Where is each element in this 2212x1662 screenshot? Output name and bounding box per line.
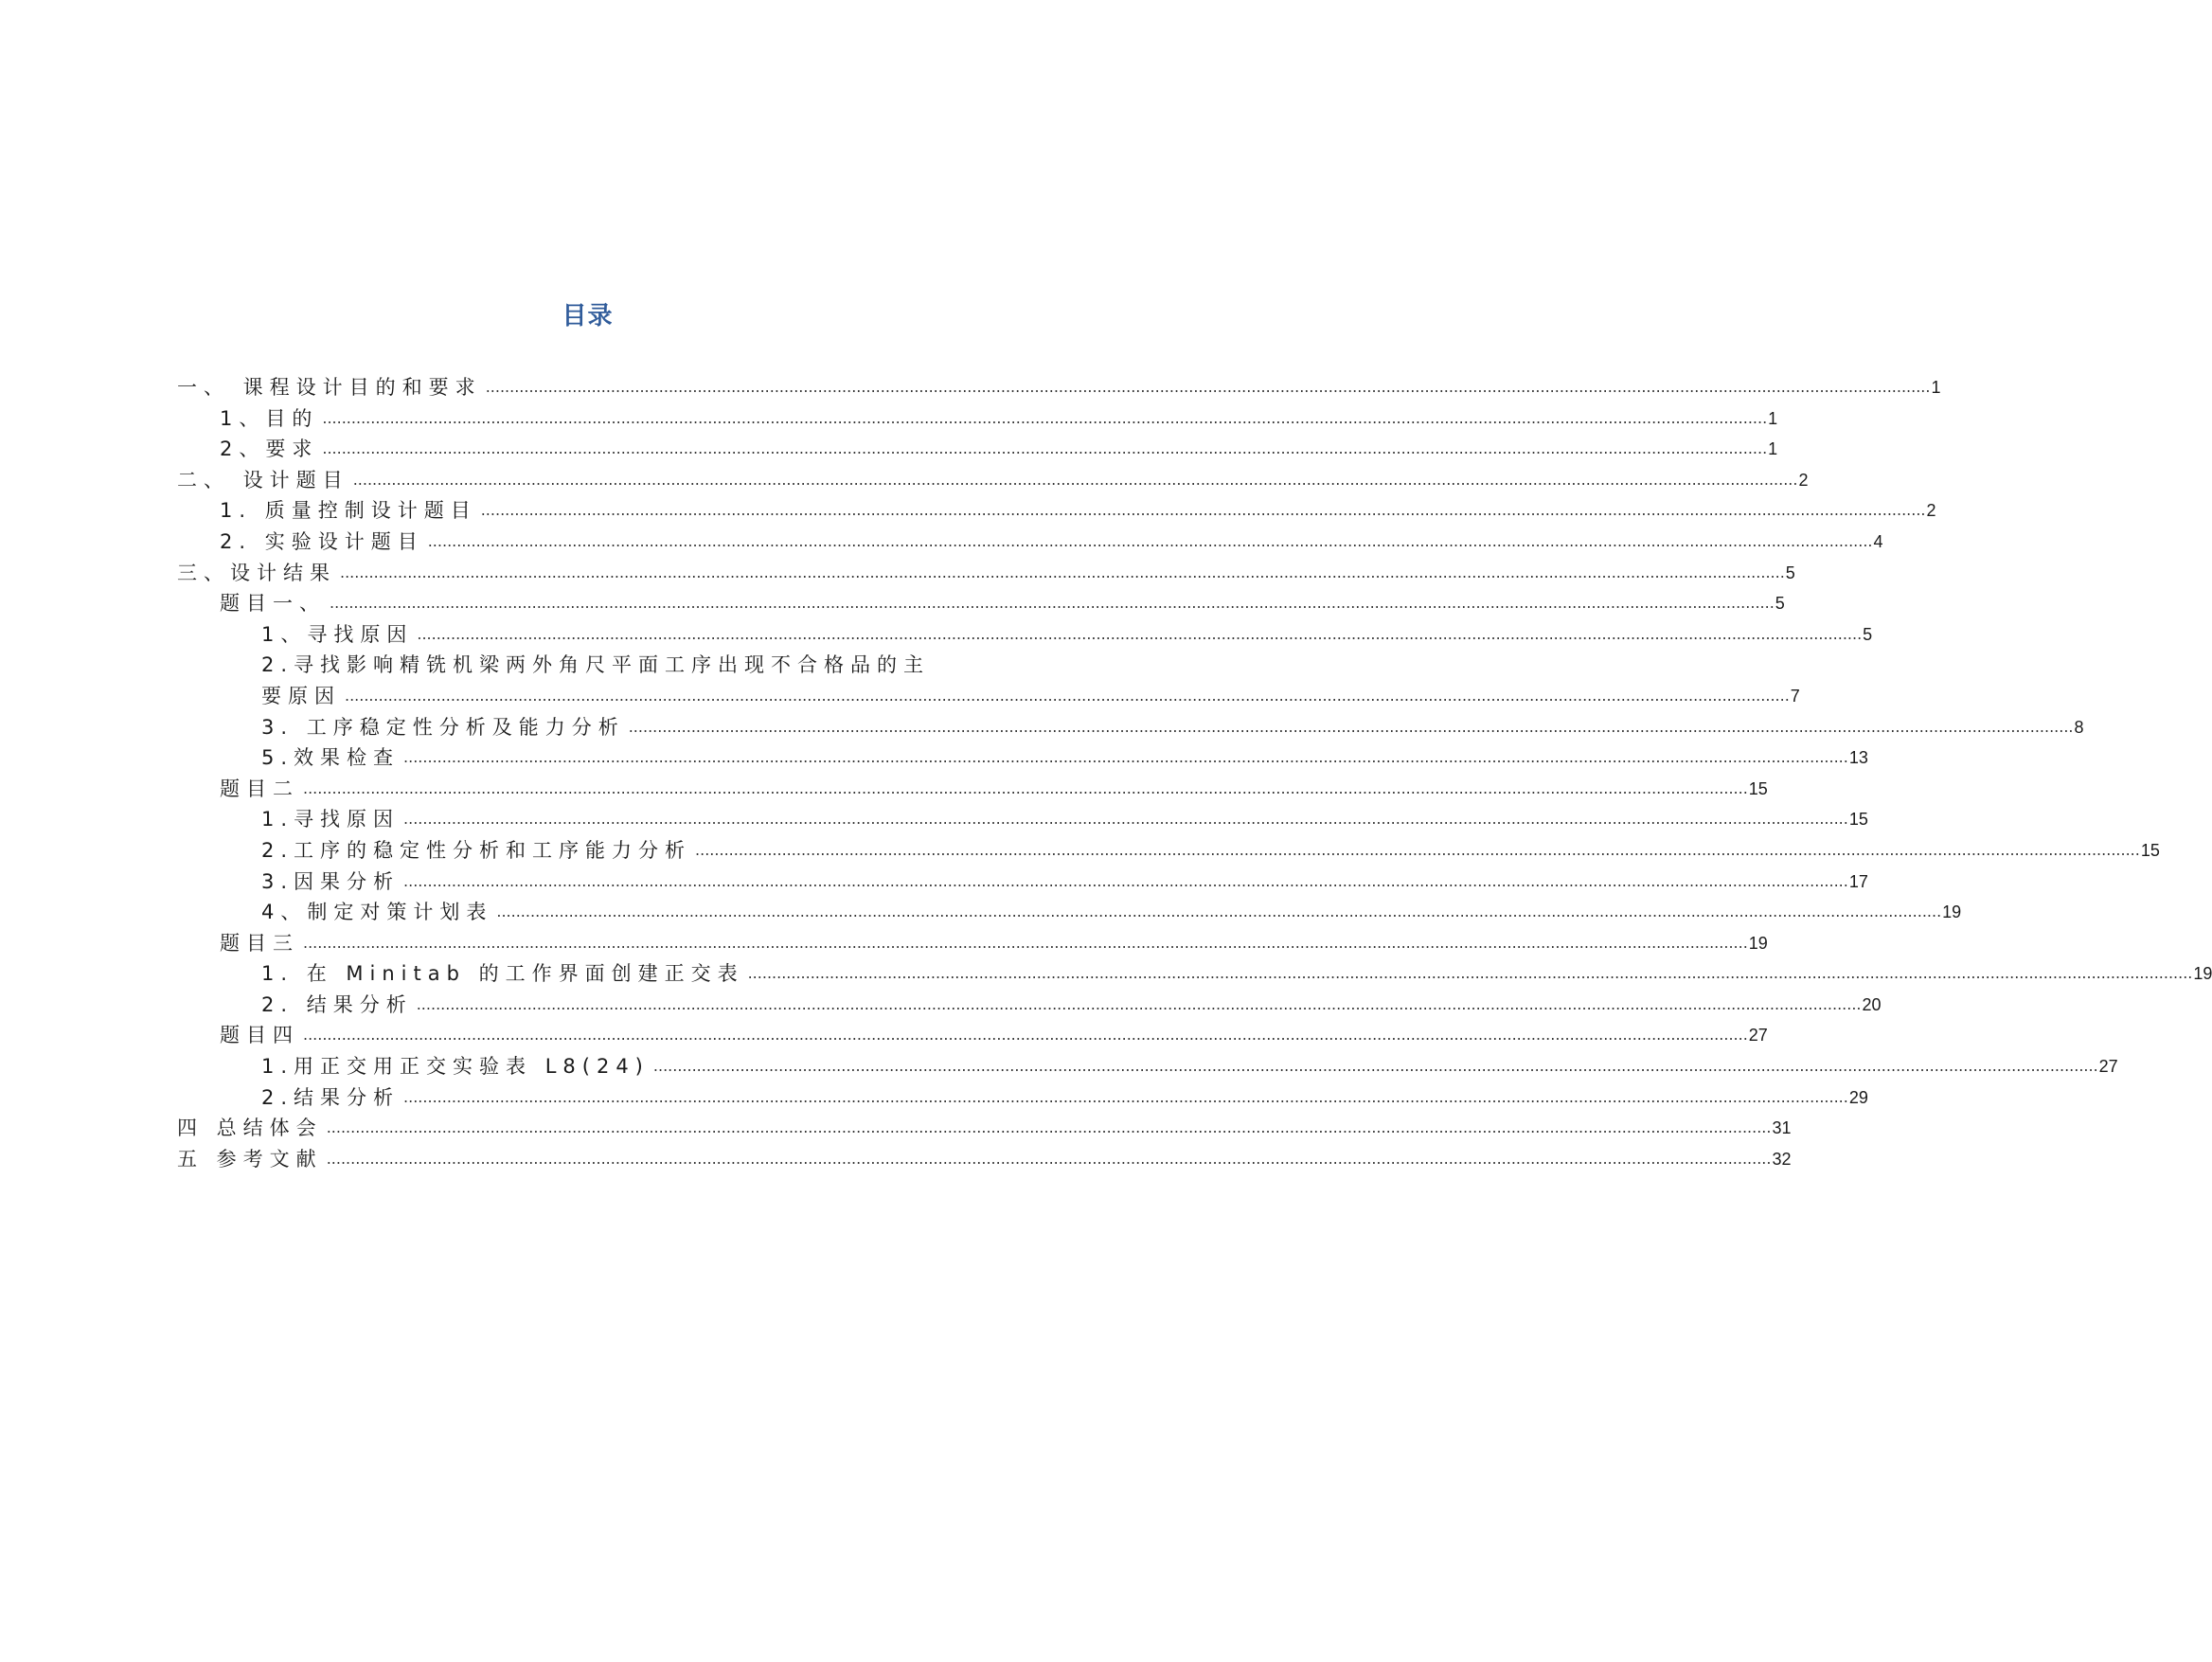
toc-page-number: 19 xyxy=(1748,933,1768,953)
dot-leader: ............................................................................................................................................................................................................................................................................................................ xyxy=(403,871,1848,890)
dot-leader: ............................................................................................................................................................................................................................................................................................................ xyxy=(416,994,1862,1013)
toc-page-number: 15 xyxy=(1748,778,1768,798)
dot-leader: ............................................................................................................................................................................................................................................................................................................ xyxy=(480,501,1926,520)
dot-leader: ............................................................................................................................................................................................................................................................................................................ xyxy=(322,408,1768,427)
toc-entry-text: 要原因 xyxy=(261,684,341,707)
toc-page-number: 19 xyxy=(1942,902,1962,922)
toc-entry-text: 1.寻找原因 xyxy=(261,808,401,831)
toc-entry[interactable] xyxy=(177,588,1785,619)
toc-entry-continuation[interactable] xyxy=(177,681,1800,712)
toc-entry[interactable] xyxy=(177,434,1778,465)
toc-entry-text: 一、 课程设计目的和要求 xyxy=(177,376,482,399)
toc-entry-text: 二、 设计题目 xyxy=(177,468,349,491)
dot-leader: ............................................................................................................................................................................................................................................................................................................ xyxy=(747,964,2193,983)
toc-page-number: 15 xyxy=(2140,840,2160,860)
dot-leader: ............................................................................................................................................................................................................................................................................................................ xyxy=(652,1057,2098,1076)
dot-leader: ............................................................................................................................................................................................................................................................................................................ xyxy=(326,1149,1772,1168)
toc-entry[interactable] xyxy=(177,990,1882,1021)
toc-page-number: 4 xyxy=(1873,531,1883,551)
dot-leader: ............................................................................................................................................................................................................................................................................................................ xyxy=(352,470,1798,489)
toc-entry-text: 5.效果检查 xyxy=(261,746,401,770)
toc-entry-text: 题目四 xyxy=(220,1024,299,1047)
toc-entry-text: 2.工序的稳定性分析和工序能力分析 xyxy=(261,838,692,862)
toc-page-number: 13 xyxy=(1848,748,1868,768)
dot-leader: ............................................................................................................................................................................................................................................................................................................ xyxy=(303,1026,1748,1045)
dot-leader: ............................................................................................................................................................................................................................................................................................................ xyxy=(345,686,1790,705)
toc-page-number: 32 xyxy=(1772,1149,1792,1169)
dot-leader: ............................................................................................................................................................................................................................................................................................................ xyxy=(628,717,2074,736)
toc-entry[interactable] xyxy=(177,958,2212,990)
toc-page-number: 29 xyxy=(1848,1087,1868,1107)
toc-page-number: 15 xyxy=(1848,810,1868,830)
toc-entry[interactable] xyxy=(177,897,1962,928)
toc-entry[interactable] xyxy=(177,1020,1768,1051)
dot-leader: ............................................................................................................................................................................................................................................................................................................ xyxy=(303,933,1748,952)
toc-entry[interactable] xyxy=(177,774,1768,805)
dot-leader: ............................................................................................................................................................................................................................................................................................................ xyxy=(326,1118,1772,1137)
toc-entry[interactable] xyxy=(177,835,2160,867)
toc-page-number: 8 xyxy=(2074,717,2084,737)
toc-page-number: 5 xyxy=(1863,624,1873,644)
toc-page-number: 27 xyxy=(1748,1026,1768,1045)
toc-entry[interactable] xyxy=(177,804,1868,835)
toc-entry-text: 2. 实验设计题目 xyxy=(220,529,424,553)
toc-entry[interactable] xyxy=(177,527,1883,558)
toc-page-number: 20 xyxy=(1862,994,1882,1014)
toc-entry-text: 题目一、 xyxy=(220,592,326,616)
toc-page-number: 17 xyxy=(1848,871,1868,891)
toc-page-number: 5 xyxy=(1785,563,1795,582)
toc-entry[interactable] xyxy=(177,928,1768,959)
toc-entry[interactable] xyxy=(177,1082,1868,1114)
toc-entry[interactable] xyxy=(177,712,2084,743)
toc-entry-text: 三、设计结果 xyxy=(177,561,336,584)
dot-leader: ............................................................................................................................................................................................................................................................................................................ xyxy=(330,594,1775,613)
toc-entry[interactable] xyxy=(177,372,1941,403)
toc-entry-text: 2、要求 xyxy=(220,438,319,461)
toc-page-number: 2 xyxy=(1798,470,1809,490)
toc-entry-text: 题目三 xyxy=(220,931,299,955)
toc-page-number: 1 xyxy=(1768,439,1778,459)
toc-entry-text: 题目二 xyxy=(220,777,299,800)
toc-page-number: 2 xyxy=(1926,501,1936,521)
dot-leader: ............................................................................................................................................................................................................................................................................................................ xyxy=(695,840,2140,859)
dot-leader: ............................................................................................................................................................................................................................................................................................................ xyxy=(496,902,1942,921)
dot-leader: ............................................................................................................................................................................................................................................................................................................ xyxy=(403,748,1848,767)
toc-page-number: 5 xyxy=(1775,594,1785,614)
toc-entry[interactable] xyxy=(177,403,1778,435)
toc-entry-text: 2. 结果分析 xyxy=(261,992,413,1016)
toc-entry-text: 1. 质量控制设计题目 xyxy=(220,499,477,523)
toc-entry[interactable] xyxy=(177,1113,1792,1144)
toc-page-number: 1 xyxy=(1768,408,1778,428)
toc-entry[interactable] xyxy=(177,867,1868,898)
toc-entry[interactable] xyxy=(177,742,1868,774)
toc-entry-text: 4、制定对策计划表 xyxy=(261,901,493,924)
dot-leader: ............................................................................................................................................................................................................................................................................................................ xyxy=(485,378,1931,396)
toc-page-number: 7 xyxy=(1790,686,1800,706)
toc-entry[interactable] xyxy=(177,558,1795,589)
toc-entry[interactable] xyxy=(177,650,998,681)
toc-entry[interactable] xyxy=(177,619,1873,651)
toc-entry[interactable] xyxy=(177,495,1936,527)
dot-leader: ............................................................................................................................................................................................................................................................................................................ xyxy=(322,439,1768,458)
dot-leader: ............................................................................................................................................................................................................................................................................................................ xyxy=(427,531,1873,550)
table-of-contents xyxy=(177,372,2212,1174)
dot-leader: ............................................................................................................................................................................................................................................................................................................ xyxy=(403,810,1848,829)
dot-leader: ............................................................................................................................................................................................................................................................................................................ xyxy=(417,624,1863,643)
toc-title: 目录 xyxy=(562,302,614,331)
toc-entry-text: 1. 在 Minitab 的工作界面创建正交表 xyxy=(261,962,744,986)
toc-entry-text: 1、目的 xyxy=(220,406,319,430)
toc-page-number: 19 xyxy=(2193,964,2212,984)
toc-entry-text: 1、寻找原因 xyxy=(261,622,414,646)
toc-entry-text: 2.寻找影响精铣机梁两外角尺平面工序出现不合格品的主 xyxy=(261,653,931,677)
dot-leader: ............................................................................................................................................................................................................................................................................................................ xyxy=(403,1087,1848,1106)
dot-leader: ............................................................................................................................................................................................................................................................................................................ xyxy=(303,778,1748,797)
toc-entry-text: 1.用正交用正交实验表 L8(24) xyxy=(261,1055,650,1079)
toc-page-number: 27 xyxy=(2098,1057,2118,1077)
dot-leader: ............................................................................................................................................................................................................................................................................................................ xyxy=(340,563,1785,581)
toc-entry-text: 2.结果分析 xyxy=(261,1085,401,1109)
toc-entry-text: 3.因果分析 xyxy=(261,869,401,893)
toc-entry-text: 五 参考文献 xyxy=(177,1147,323,1171)
toc-entry[interactable] xyxy=(177,465,1809,496)
toc-entry[interactable] xyxy=(177,1051,2118,1082)
toc-entry[interactable] xyxy=(177,1144,1792,1175)
toc-entry-text: 3. 工序稳定性分析及能力分析 xyxy=(261,715,625,739)
toc-page-number: 1 xyxy=(1931,378,1941,397)
toc-entry-text: 四 总结体会 xyxy=(177,1117,323,1140)
toc-page-number: 31 xyxy=(1772,1118,1792,1138)
